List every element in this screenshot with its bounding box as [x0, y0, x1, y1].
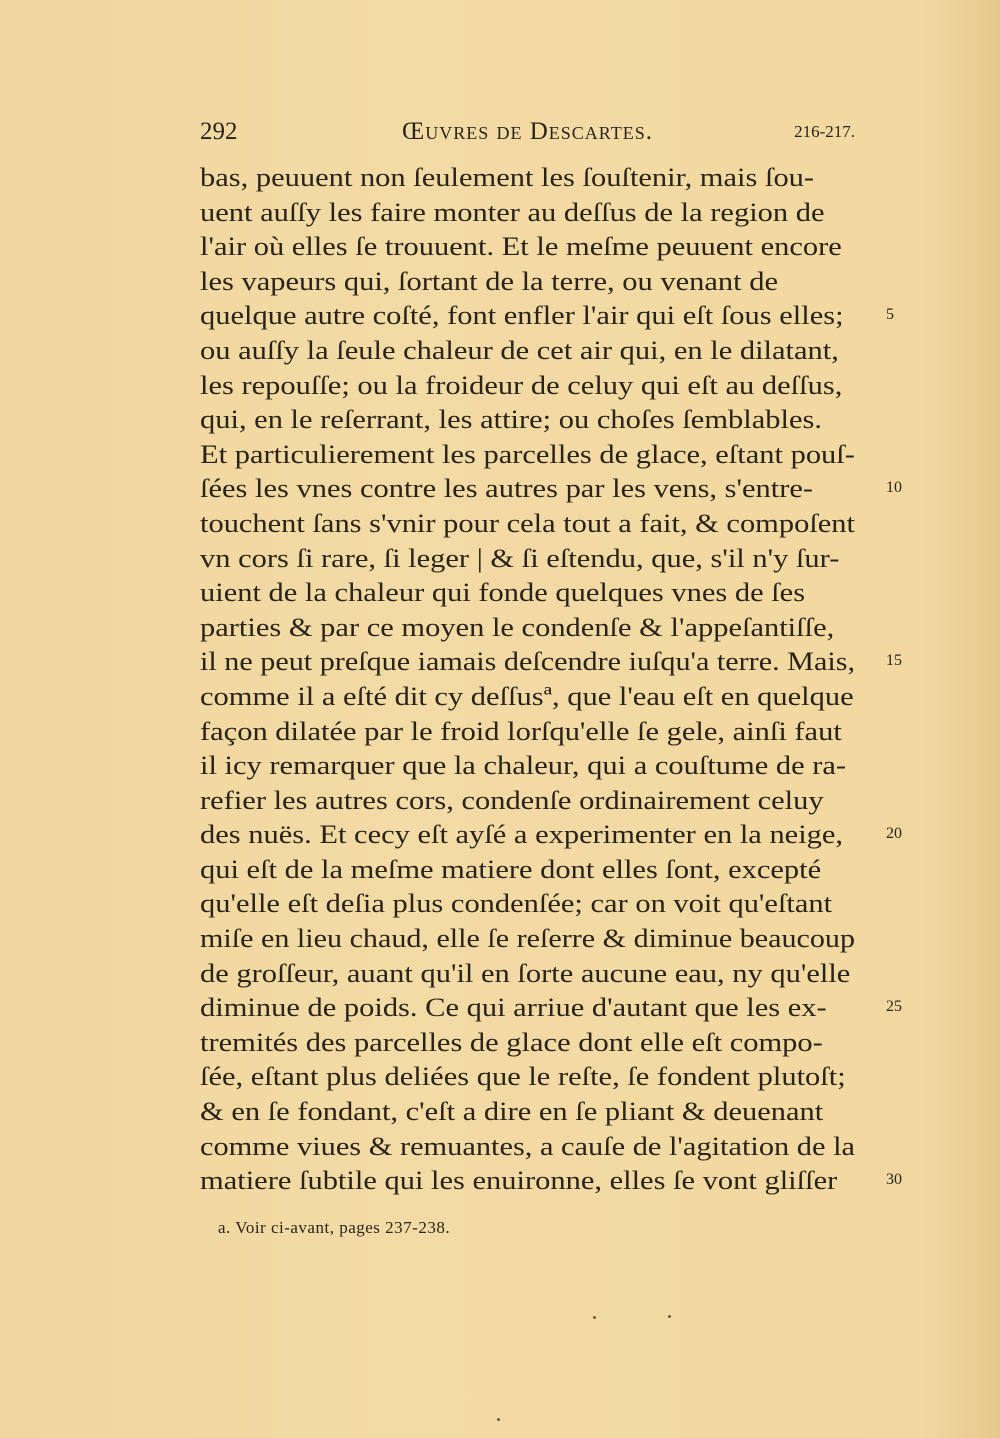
line-text: tremités des parcelles de glace dont elle eſt compo- [200, 1026, 823, 1057]
text-line [200, 679, 855, 714]
line-text: ſée, eſtant plus deliées que le reſte, ſe fondent plutoſt; [200, 1061, 846, 1092]
text-line [200, 402, 855, 437]
line-text: des nuës. Et cecy eſt ayſé a experimenter en la neige, [200, 819, 844, 850]
text-line [200, 264, 855, 299]
text-line [200, 368, 855, 403]
line-text: matiere ſubtile qui les enuironne, elles ſe vont gliſſer [200, 1165, 838, 1196]
text-line [200, 229, 855, 264]
line-text: façon dilatée par le froid lorſqu'elle ſe gele, ainſi faut [200, 715, 842, 746]
line-text: les vapeurs qui, ſortant de la terre, ou venant de [200, 265, 778, 296]
text-line [200, 298, 894, 333]
text-line [200, 748, 855, 783]
running-title: Œuvres de Descartes. [402, 118, 653, 145]
text-line [200, 506, 855, 541]
line-text: comme viues & remuantes, a cauſe de l'agitation de la [200, 1130, 855, 1161]
page-range: 216-217. [794, 122, 855, 141]
text-line [200, 714, 855, 749]
text-line [200, 1059, 855, 1094]
text-line [200, 783, 855, 818]
line-text: il icy remarquer que la chaleur, qui a couſtume de ra- [200, 750, 847, 781]
line-number: 10 [886, 479, 902, 497]
text-line [200, 817, 902, 852]
text-line [200, 333, 855, 368]
line-text: Et particulierement les parcelles de glace, eſtant pouſ- [200, 438, 855, 469]
body-text [200, 160, 902, 1198]
text-line [200, 195, 855, 230]
page-header [200, 118, 855, 148]
line-text: parties & par ce moyen le condenſe & l'appeſantiſſe, [200, 611, 835, 642]
line-text: bas, peuuent non ſeulement les ſouſtenir, mais ſou- [200, 162, 815, 192]
line-text: de groſſeur, auant qu'il en ſorte aucune eau, ny qu'elle [200, 957, 851, 988]
text-line [200, 610, 855, 645]
line-text: uient de la chaleur qui fonde quelques vnes de ſes [200, 577, 806, 608]
footnote: a. Voir ci-avant, pages 237-238. [218, 1218, 451, 1237]
paper-speck [593, 1316, 596, 1319]
line-text: quelque autre coſté, font enfler l'air qui eſt ſous elles; [200, 300, 844, 331]
text-line [200, 1025, 855, 1060]
text-line [200, 575, 855, 610]
text-line [200, 921, 855, 956]
text-line [200, 1129, 855, 1164]
line-text: ſées les vnes contre les autres par les vens, s'entre- [200, 473, 814, 504]
line-text: vn cors ſi rare, ſi leger | & ſi eſtendu, que, s'il n'y ſur- [200, 542, 840, 573]
paper-speck [497, 1418, 500, 1421]
text-line [200, 886, 855, 921]
line-text: ou auſſy la ſeule chaleur de cet air qui, en le dilatant, [200, 334, 839, 365]
line-text: les repouſſe; ou la froideur de celuy qui eſt au deſſus, [200, 369, 843, 400]
line-number: 30 [886, 1171, 902, 1189]
line-text: miſe en lieu chaud, elle ſe reſerre & diminue beaucoup [200, 923, 855, 954]
line-text: uent auſſy les faire monter au deſſus de la region de [200, 196, 825, 227]
line-text: qu'elle eſt deſia plus condenſée; car on voit qu'eſtant [200, 888, 833, 919]
line-text: refier les autres cors, condenſe ordinairement celuy [200, 784, 824, 815]
line-number: 15 [886, 652, 902, 670]
line-text: qui, en le reſerrant, les attire; ou choſes ſemblables. [200, 404, 822, 435]
line-text: comme il a eſté dit cy deſſusª, que l'eau eſt en quelque [200, 680, 854, 711]
line-text: & en ſe fondant, c'eſt a dire en ſe pliant & deuenant [200, 1096, 824, 1127]
text-line [200, 1094, 855, 1129]
text-line [200, 471, 902, 506]
text-line [200, 1163, 902, 1198]
line-number: 20 [886, 825, 902, 843]
line-text: il ne peut preſque iamais deſcendre iuſqu'a terre. Mais, [200, 646, 855, 677]
line-text: l'air où elles ſe trouuent. Et le meſme peuuent encore [200, 231, 842, 262]
text-line [200, 644, 902, 679]
line-text: touchent ſans s'vnir pour cela tout a fait, & compoſent [200, 507, 855, 538]
line-number: 25 [886, 998, 902, 1016]
text-line [200, 541, 855, 576]
text-line [200, 852, 855, 887]
line-text: diminue de poids. Ce qui arriue d'autant que les ex- [200, 992, 827, 1023]
text-line [200, 160, 855, 195]
page-number: 292 [200, 118, 238, 145]
paper-speck [668, 1315, 671, 1318]
line-number: 5 [886, 306, 894, 324]
text-line [200, 437, 855, 472]
text-line [200, 956, 855, 991]
line-text: qui eſt de la meſme matiere dont elles ſont, excepté [200, 853, 822, 884]
text-line [200, 990, 902, 1025]
